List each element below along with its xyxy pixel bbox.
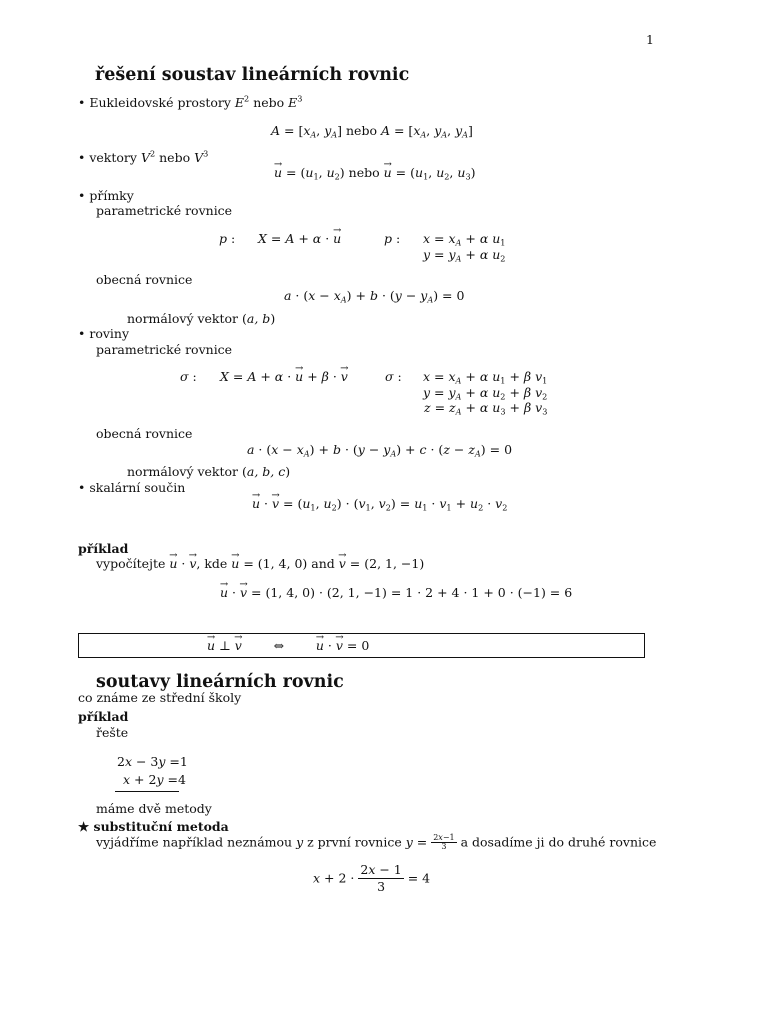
line-param-vector-eq: X = A + α · → u xyxy=(258,232,341,246)
euclid-line: • Eukleidovské prostory $E^2$ nebo $E^3$ xyxy=(78,93,303,110)
page-number: 1 xyxy=(646,32,654,47)
subst-result: x + 2 · $\frac{2x - 1}{3}$ = 4 xyxy=(313,862,431,895)
vector-formula: → $u = (u_1$, $u_2$) nebo → $u = (u_1$, $u_2$, $u_3$) xyxy=(274,166,476,180)
system-underline xyxy=(115,791,179,792)
general-label-planes: obecná rovnice xyxy=(96,426,193,441)
line-param-scalar-label: p : xyxy=(384,231,401,246)
methods-text: máme dvě metody xyxy=(96,801,212,816)
section2-title: soutavy lineárních rovnic xyxy=(96,672,344,692)
dot-heading: • skalární součin xyxy=(78,480,186,495)
line-param-vector: p : xyxy=(219,231,236,246)
example2-solve: řešte xyxy=(96,725,129,740)
subst-text: vyjádříme například neznámou y z první rovnice y = $\frac{2x-1}{3}$ a dosadíme ji do druhé rovnice xyxy=(96,833,657,852)
example1-heading: příklad xyxy=(78,541,129,556)
param-label-planes: parametrické rovnice xyxy=(96,342,233,357)
orthogonality-statement: → u ⊥ → v ⇔ → u · → v = 0 xyxy=(207,639,369,653)
subst-heading: ★ substituční metoda xyxy=(78,819,229,834)
planes-heading: • roviny xyxy=(78,326,130,341)
system-eq1: 2x − 3y =1 xyxy=(117,754,188,769)
plane-param-eq1: $x = x_A + \alpha$ $u_1 + \beta$ $v_1$ xyxy=(423,369,548,386)
plane-normal-vector: normálový vektor (a, b, c) xyxy=(127,464,291,479)
example1-task: vypočítejte → u · → v, kde → u = (1, 4, 0) and → v = (2, 1, −1) xyxy=(96,557,424,571)
general-label-lines: obecná rovnice xyxy=(96,272,193,287)
point-formula: $A = [x_A$, $y_A$] nebo $A = [x_A$, $y_A$, $y_A$] xyxy=(271,123,473,140)
section2-subtitle: co známe ze střední školy xyxy=(78,690,242,705)
lines-heading: • přímky xyxy=(78,188,134,203)
section-title: řešení soustav lineárních rovnic xyxy=(95,65,410,85)
plane-general-eq: $a \cdot (x - x_A) + b \cdot (y - y_A) + c \cdot (z - z_A) = 0$ xyxy=(247,442,513,459)
plane-param-eq2: $y = y_A + \alpha$ $u_2 + \beta$ $v_2$ xyxy=(423,385,548,402)
vectors-line: • vektory $V^2$ nebo $V^3$ xyxy=(78,148,209,165)
line-normal-vector: normálový vektor (a, b) xyxy=(127,311,276,326)
plane-param-label: σ : xyxy=(180,369,197,384)
line-param-scalar-eq2: $y = y_A + \alpha$ $u_2$ xyxy=(423,247,506,264)
plane-param-eq3: $z = z_A + \alpha$ $u_3 + \beta$ $v_3$ xyxy=(424,400,548,417)
line-general-eq: $a \cdot (x - x_A) + b \cdot (y - y_A) = 0$ xyxy=(284,288,465,305)
dot-formula: → u · → $v = (u_1$, $u_2) \cdot (v_1$, $v_2) = u_1 \cdot v_1 + u_2 \cdot v_2$ xyxy=(252,497,507,511)
line-param-scalar-eq1: $x = x_A + \alpha$ $u_1$ xyxy=(423,231,506,248)
example2-heading: příklad xyxy=(78,709,129,724)
plane-param-scalar-label: σ : xyxy=(385,369,402,384)
example1-solution: → u · → v = (1, 4, 0) · (2, 1, −1) = 1 · 2 + 4 · 1 + 0 · (−1) = 6 xyxy=(220,586,572,600)
plane-param-vector-eq: X = A + α · → u + β · → v xyxy=(220,370,348,384)
system-eq2: x + 2y =4 xyxy=(123,772,186,787)
param-label-lines: parametrické rovnice xyxy=(96,203,233,218)
